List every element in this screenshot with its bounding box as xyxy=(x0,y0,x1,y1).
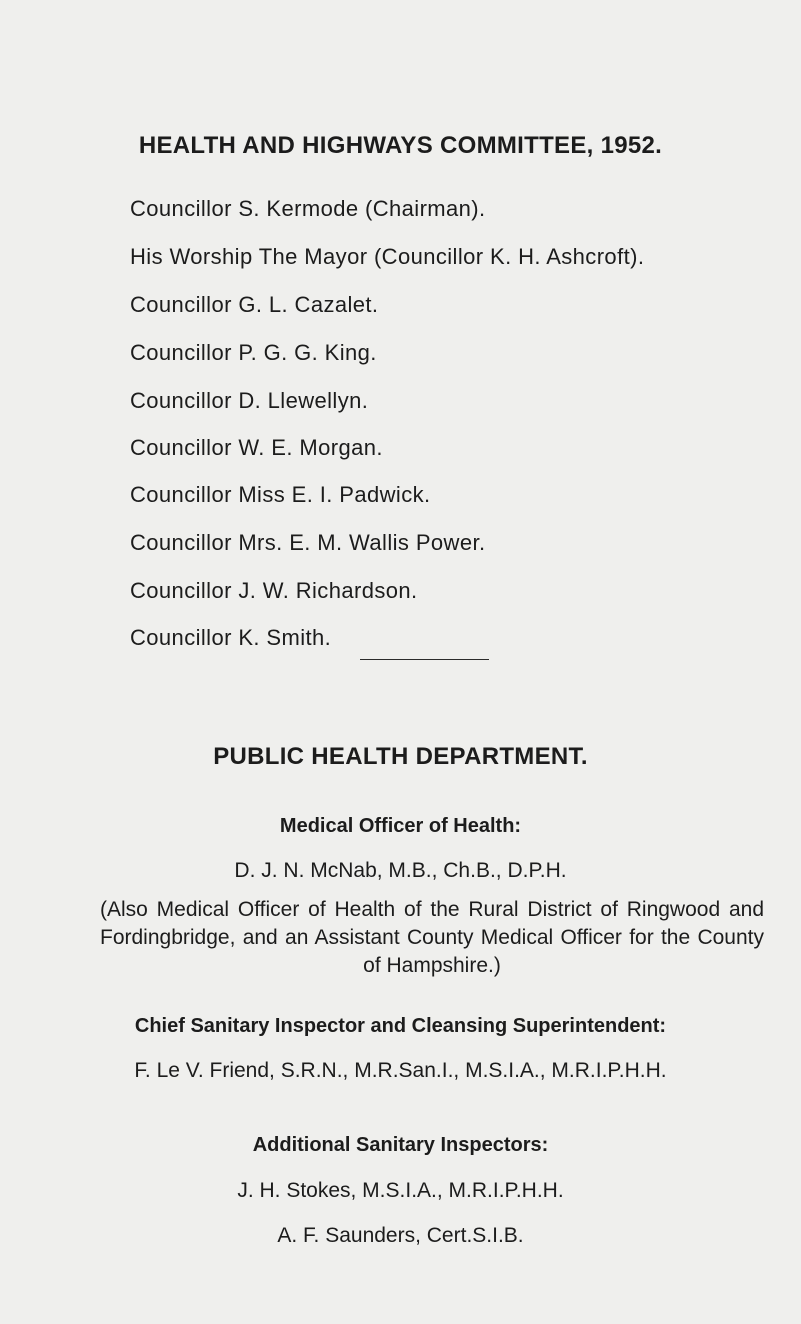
medical-officer-note: (Also Medical Officer of Health of the Rural District of Ringwood and Fordingbridge, and an Assistant County Medical Officer for the County of Hampshire.) xyxy=(100,898,764,977)
committee-member: Councillor K. Smith. xyxy=(130,625,332,650)
committee-member: Councillor S. Kermode (Chairman). xyxy=(130,196,486,221)
section-divider xyxy=(360,659,489,660)
committee-member: Councillor P. G. G. King. xyxy=(130,340,377,365)
department-title: PUBLIC HEALTH DEPARTMENT. xyxy=(213,743,588,770)
committee-member: Councillor G. L. Cazalet. xyxy=(130,292,379,317)
committee-member: His Worship The Mayor (Councillor K. H. Ashcroft). xyxy=(130,244,645,269)
additional-inspector-name: J. H. Stokes, M.S.I.A., M.R.I.P.H.H. xyxy=(237,1179,564,1202)
committee-member: Councillor W. E. Morgan. xyxy=(130,435,383,460)
committee-member: Councillor D. Llewellyn. xyxy=(130,388,369,413)
chief-inspector-heading: Chief Sanitary Inspector and Cleansing Superintendent: xyxy=(134,1015,667,1037)
additional-inspector-name: A. F. Saunders, Cert.S.I.B. xyxy=(277,1224,524,1247)
medical-officer-name: D. J. N. McNab, M.B., Ch.B., D.P.H. xyxy=(234,859,567,882)
committee-member: Councillor Miss E. I. Padwick. xyxy=(130,482,431,507)
additional-inspectors-heading: Additional Sanitary Inspectors: xyxy=(252,1134,549,1156)
committee-member: Councillor Mrs. E. M. Wallis Power. xyxy=(130,530,486,555)
committee-title: HEALTH AND HIGHWAYS COMMITTEE, 1952. xyxy=(138,132,663,159)
medical-officer-heading: Medical Officer of Health: xyxy=(279,815,522,837)
committee-member: Councillor J. W. Richardson. xyxy=(130,578,418,603)
chief-inspector-name: F. Le V. Friend, S.R.N., M.R.San.I., M.S.I.A., M.R.I.P.H.H. xyxy=(134,1059,667,1082)
